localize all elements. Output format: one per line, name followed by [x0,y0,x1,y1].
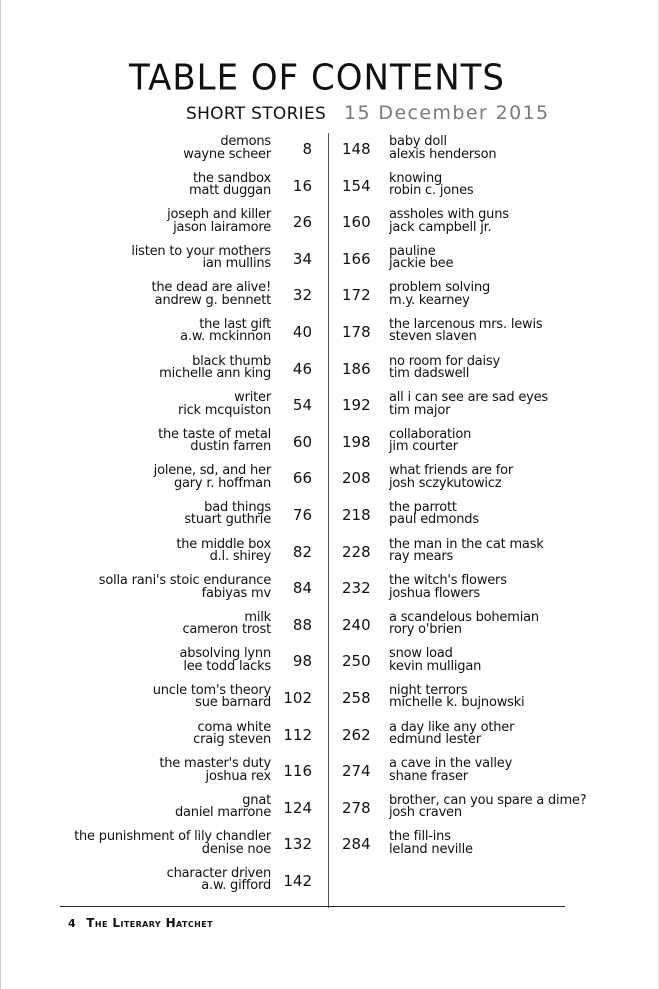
toc-entry[interactable] [60,719,312,759]
toc-entry-text [60,353,271,382]
toc-entry[interactable] [342,282,612,319]
page-number: 26 [292,213,312,232]
page-number: 76 [292,505,312,524]
footer-rule [60,906,565,907]
story-title: knowing [389,170,443,186]
toc-entry[interactable] [60,316,312,356]
column-divider [328,133,329,908]
toc-entry-text [389,209,509,234]
toc-entry[interactable] [342,465,612,502]
toc-entry-text [60,426,271,455]
toc-entry[interactable] [60,536,312,576]
page-title: TABLE OF CONTENTS [128,57,506,99]
contents-left-column [60,136,312,904]
contents-right-column [342,136,612,868]
toc-entry-text [389,170,474,199]
toc-entry[interactable] [60,682,312,722]
toc-entry[interactable] [342,575,612,612]
page-number: 278 [342,798,371,817]
story-title: a cave in the valley [389,756,513,772]
toc-entry-text [60,609,271,638]
toc-entry[interactable] [342,719,612,759]
toc-entry-text [389,316,543,345]
story-author: andrew g. bennett [154,292,271,308]
story-author: steven slaven [389,329,477,345]
page-number: 66 [292,469,312,488]
story-author: a.w. gifford [201,878,271,894]
page-number: 124 [283,798,312,817]
story-title: snow load [389,646,453,662]
footer-page-number: 4 [68,917,77,930]
toc-entry[interactable] [342,499,612,539]
story-author: d.l. shirey [209,549,271,565]
page-number: 178 [342,322,371,341]
page-number: 250 [342,652,371,671]
toc-entry-text [60,536,271,565]
story-author: joshua flowers [389,585,481,601]
page-number: 102 [283,688,312,707]
story-author: michelle ann king [159,366,271,382]
story-title: the parrott [389,499,457,515]
toc-entry-text [60,392,271,417]
toc-entry[interactable] [342,243,612,283]
story-title: a scandelous bohemian [389,609,539,625]
toc-entry[interactable] [342,758,612,795]
page-number: 46 [292,359,312,378]
page-number: 112 [283,725,312,744]
toc-entry-text [389,353,500,382]
toc-entry[interactable] [60,170,312,210]
toc-entry-text [389,136,496,161]
story-title: the witch's flowers [389,573,507,589]
toc-entry-text [60,316,271,345]
story-author: tim dadswell [389,366,470,382]
toc-entry-text [389,575,507,600]
toc-entry-text [389,792,587,821]
toc-entry-text [389,609,539,638]
toc-entry[interactable] [342,209,612,246]
page-number: 160 [342,213,371,232]
toc-entry[interactable] [342,136,612,173]
toc-entry-text [60,136,271,161]
story-author: leland neville [389,841,473,857]
story-title: character driven [166,865,271,881]
toc-entry-text [389,282,490,307]
toc-entry[interactable] [342,353,612,393]
story-author: jackie bee [389,256,454,272]
story-author: jim courter [389,439,458,455]
page-number: 258 [342,688,371,707]
story-author: robin c. jones [389,183,474,199]
story-title: the dead are alive! [151,280,271,296]
toc-entry-text [389,243,454,272]
story-author: edmund lester [389,732,481,747]
toc-entry-text [389,831,473,856]
toc-entry-text [389,392,548,417]
toc-entry-text [389,682,525,711]
toc-entry-text [389,426,472,455]
toc-entry[interactable] [60,609,312,649]
toc-entry[interactable] [342,831,612,868]
toc-entry-text [60,209,271,234]
story-author: gary r. hoffman [173,475,271,491]
toc-entry[interactable] [60,282,312,319]
issue-date: 15 December 2015 [344,102,550,124]
story-title: the master's duty [159,756,271,772]
page-number: 60 [292,432,312,451]
story-author: alexis henderson [389,146,497,162]
toc-entry-text [60,682,271,711]
story-author: josh sczykutowicz [389,475,502,491]
story-author: a.w. mckinnon [180,329,271,345]
toc-entry-text [60,465,271,490]
story-title: writer [234,390,271,406]
section-heading: SHORT STORIES [186,104,327,124]
story-author: jack campbell jr. [389,219,492,235]
toc-entry[interactable] [60,831,312,868]
toc-entry[interactable] [60,465,312,502]
story-title: what friends are for [389,463,514,479]
story-title: demons [220,134,271,149]
story-author: shane fraser [389,768,468,784]
story-title: the sandbox [193,170,271,186]
story-author: stuart guthrie [184,512,271,528]
story-author: tim major [389,402,451,418]
story-author: denise noe [201,841,271,857]
story-author: sue barnard [195,695,271,711]
page-footer [68,916,213,930]
page-number: 274 [342,762,371,781]
story-title: the middle box [176,536,271,552]
story-title: collaboration [389,426,472,442]
page-number: 228 [342,542,371,561]
toc-entry[interactable] [60,758,312,795]
page-number: 198 [342,432,371,451]
toc-entry-text [389,465,513,490]
toc-entry-text [60,170,271,199]
page-number: 34 [292,249,312,268]
story-author: fabiyas mv [201,585,271,601]
story-title: no room for daisy [389,353,500,369]
story-title: coma white [197,719,271,735]
toc-entry[interactable] [342,426,612,466]
story-title: the taste of metal [158,426,271,442]
story-author: rory o'brien [389,622,462,638]
toc-entry[interactable] [60,426,312,466]
page-edge-left [0,0,1,989]
story-title: milk [244,609,271,625]
page-number: 84 [292,579,312,598]
toc-entry-text [389,758,512,783]
story-title: black thumb [192,353,271,369]
footer-publication: The Literary Hatchet [86,916,213,930]
story-title: pauline [389,243,436,259]
story-title: the larcenous mrs. lewis [389,316,543,332]
toc-entry[interactable] [60,648,312,685]
story-title: brother, can you spare a dime? [389,792,587,808]
story-author: m.y. kearney [389,292,470,308]
toc-entry[interactable] [342,316,612,356]
toc-entry[interactable] [342,648,612,685]
story-author: michelle k. bujnowski [389,695,525,711]
page-number: 40 [292,322,312,341]
story-author: jason lairamore [173,219,271,235]
page-number: 284 [342,835,371,854]
toc-entry[interactable] [60,353,312,393]
story-author: paul edmonds [389,512,479,528]
story-title: uncle tom's theory [152,682,271,698]
toc-entry-text [389,648,481,673]
toc-entry[interactable] [342,536,612,576]
toc-entry[interactable] [342,682,612,722]
story-title: the last gift [199,316,271,332]
page-number: 240 [342,615,371,634]
page-number: 16 [292,176,312,195]
page-number: 88 [292,615,312,634]
toc-entry[interactable] [60,865,312,905]
page-number: 172 [342,286,371,305]
page-number: 186 [342,359,371,378]
toc-entry[interactable] [60,209,312,246]
toc-entry[interactable] [342,609,612,649]
page-number: 8 [302,140,312,158]
page-number: 166 [342,249,371,268]
story-title: all i can see are sad eyes [389,390,548,406]
toc-entry-text [389,536,544,565]
story-author: matt duggan [189,183,271,199]
page-number: 82 [292,542,312,561]
page-number: 192 [342,396,371,415]
story-title: baby doll [389,134,447,149]
toc-entry-text [60,719,271,747]
toc-entry-text [60,575,271,600]
story-title: absolving lynn [179,646,271,662]
story-author: cameron trost [182,622,271,638]
story-title: gnat [242,792,271,808]
page-number: 262 [342,725,371,744]
toc-entry-text [60,499,271,528]
story-author: ian mullins [202,256,271,272]
story-author: kevin mulligan [389,658,482,674]
toc-entry-text [60,243,271,272]
page-number: 54 [292,396,312,415]
story-title: solla rani's stoic endurance [98,573,271,589]
story-author: dustin farren [190,439,271,455]
toc-entry[interactable] [60,136,312,173]
page-number: 116 [283,762,312,781]
page-number: 218 [342,505,371,524]
story-author: josh craven [389,805,462,821]
story-title: bad things [204,499,271,515]
toc-entry-text [60,282,271,307]
story-title: listen to your mothers [131,243,271,259]
toc-entry[interactable] [342,792,612,832]
story-title: night terrors [389,682,468,698]
story-author: wayne scheer [183,146,271,162]
story-title: the fill-ins [389,829,451,845]
toc-entry[interactable] [60,575,312,612]
toc-entry[interactable] [60,243,312,283]
toc-entry-text [389,499,479,528]
story-title: assholes with guns [389,207,509,223]
toc-entry[interactable] [60,499,312,539]
toc-entry[interactable] [342,392,612,429]
story-author: lee todd lacks [183,658,271,674]
page-number: 132 [283,835,312,854]
toc-entry-text [60,831,271,856]
toc-entry-text [60,865,271,894]
story-author: craig steven [193,732,271,747]
story-author: ray mears [389,549,454,565]
page-number: 148 [342,140,371,158]
page-number: 232 [342,579,371,598]
story-title: problem solving [389,280,491,296]
toc-entry-text [60,648,271,673]
page-number: 32 [292,286,312,305]
story-author: rick mcquiston [178,402,271,418]
toc-entry[interactable] [342,170,612,210]
story-title: the punishment of lily chandler [74,829,271,845]
story-author: joshua rex [205,768,271,784]
toc-entry-text [389,719,515,747]
toc-entry[interactable] [60,392,312,429]
story-title: the man in the cat mask [389,536,544,552]
story-title: a day like any other [389,719,515,735]
page-number: 208 [342,469,371,488]
story-title: joseph and killer [167,207,271,223]
toc-entry[interactable] [60,792,312,832]
page-number: 154 [342,176,371,195]
toc-entry-text [60,758,271,783]
page-number: 142 [283,871,312,890]
page-number: 98 [292,652,312,671]
story-title: jolene, sd, and her [153,463,271,479]
toc-entry-text [60,792,271,821]
story-author: daniel marrone [174,805,271,821]
